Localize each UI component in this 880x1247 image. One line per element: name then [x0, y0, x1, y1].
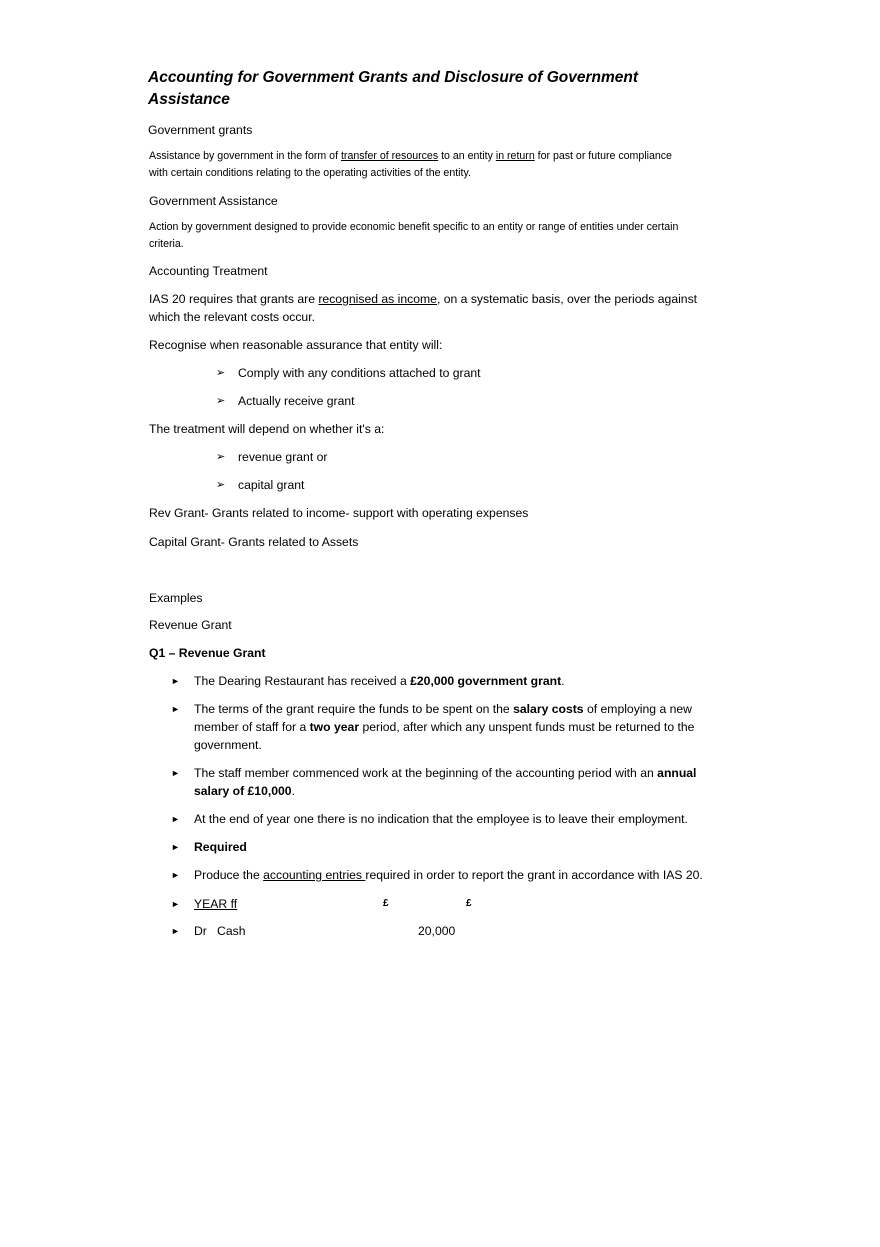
- q1-heading: Q1 – Revenue Grant: [149, 646, 266, 660]
- triangle-bullet-icon: ►: [171, 768, 180, 778]
- debit-currency-header: £: [383, 898, 389, 909]
- rev-grant-text: Rev Grant- Grants related to income- support with operating expenses: [149, 506, 529, 520]
- heading-government-assistance: Government Assistance: [149, 194, 278, 208]
- credit-currency-header: £: [466, 898, 472, 909]
- recognise-text: Recognise when reasonable assurance that entity will:: [149, 338, 443, 352]
- triangle-bullet-icon: ►: [171, 676, 180, 686]
- heading-government-grants: Government grants: [148, 123, 253, 137]
- arrow-bullet-icon: ➢: [216, 395, 226, 407]
- depend-text: The treatment will depend on whether it's a:: [149, 422, 385, 436]
- arrow-bullet-icon: ➢: [216, 367, 226, 379]
- triangle-bullet-icon: ►: [171, 870, 180, 880]
- arrow-bullet-icon: ➢: [216, 479, 226, 491]
- heading-accounting-treatment: Accounting Treatment: [149, 264, 268, 278]
- triangle-bullet-icon: ►: [171, 842, 180, 852]
- ias20-paragraph: IAS 20 requires that grants are recognised as income, on a systematic basis, over the periods against which the relevant costs occur.: [149, 292, 698, 324]
- triangle-bullet-icon: ►: [171, 814, 180, 824]
- triangle-bullet-icon: ►: [171, 899, 180, 909]
- cash-amount: 20,000: [418, 924, 456, 938]
- triangle-bullet-icon: ►: [171, 704, 180, 714]
- arrow-bullet-icon: ➢: [216, 451, 226, 463]
- triangle-bullet-icon: ►: [171, 926, 180, 936]
- grants-definition: Assistance by government in the form of transfer of resources to an entity in return for past or future compliance with certain conditions relating to the operating activities of the entity.: [149, 150, 672, 179]
- document-title: Accounting for Government Grants and Disclosure of Government Assistance: [148, 69, 639, 108]
- examples-heading: Examples: [149, 591, 203, 605]
- revenue-grant-heading: Revenue Grant: [149, 618, 232, 632]
- assistance-definition: Action by government designed to provide economic benefit specific to an entity or range of entities under certain criteria.: [149, 221, 679, 250]
- capital-grant-text: Capital Grant- Grants related to Assets: [149, 535, 359, 549]
